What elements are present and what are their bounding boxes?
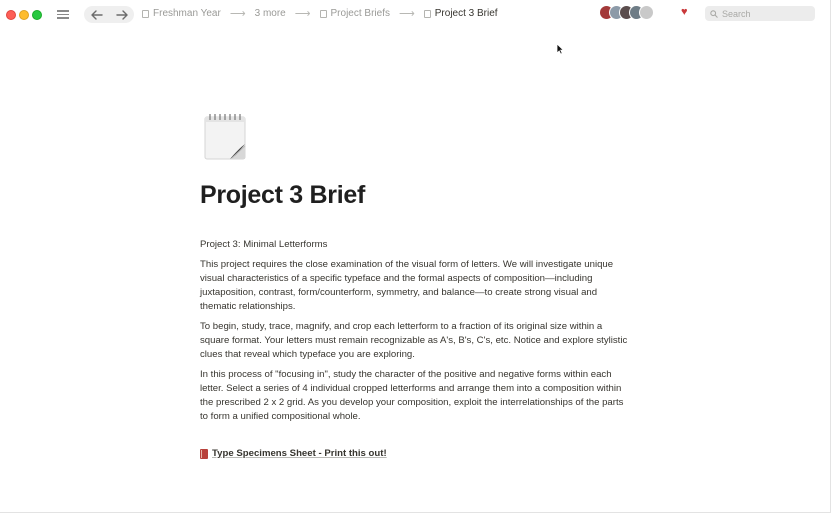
type-specimens-link[interactable]: [200, 448, 387, 459]
navigation-buttons: [84, 6, 134, 23]
breadcrumb: [142, 7, 498, 20]
zoom-window-button[interactable]: [32, 10, 42, 20]
breadcrumb-separator-icon: ⟶: [398, 8, 415, 20]
book-icon: [200, 449, 208, 459]
page-icon: [320, 10, 327, 18]
close-window-button[interactable]: [6, 10, 16, 20]
sidebar-toggle-icon[interactable]: [57, 8, 69, 19]
arrow-right-icon: [116, 10, 128, 20]
breadcrumb-item-project-briefs[interactable]: [320, 8, 390, 19]
search-icon: [710, 10, 718, 18]
breadcrumb-separator-icon: ⟶: [294, 8, 311, 20]
paragraph: This project requires the close examination of the visual form of letters. We will investigate unique visual characteristics of a specific typeface and the formal aspects of composition—including juxtaposition, contrast, form/counterform, symmetry, and balance—to create strong visual and thematic relationships.: [200, 259, 614, 312]
arrow-left-icon: [91, 10, 103, 20]
paragraph: In this process of "focusing in", study the character of the positive and negative forms within each letter. Select a series of 4 individual cropped letterforms and arrange them into a composition within the prescribed 2 x 2 grid. As you develop your composition, exploit the interrelationships of the parts to form a unified compositional whole.: [200, 369, 624, 422]
breadcrumb-label: Freshman Year: [153, 8, 221, 19]
page-title: Project 3 Brief: [200, 181, 366, 209]
page-subtitle: Project 3: Minimal Letterforms: [200, 239, 328, 250]
forward-button[interactable]: [113, 6, 131, 23]
minimize-window-button[interactable]: [19, 10, 29, 20]
breadcrumb-label: Project Briefs: [330, 8, 390, 19]
page-body: [200, 238, 632, 430]
page-icon: [142, 10, 149, 18]
search-box[interactable]: [705, 6, 815, 21]
paragraph: To begin, study, trace, magnify, and crop each letterform to a fraction of its original size within a square format. Your letters must remain recognizable as A's, B's, C's, etc. Notice and explore stylistic clues that reveal which typeface you are exploring.: [200, 321, 628, 360]
link-label: Type Specimens Sheet - Print this out!: [212, 448, 387, 459]
page-icon: [424, 10, 431, 18]
breadcrumb-label: Project 3 Brief: [434, 8, 498, 19]
breadcrumb-item-more[interactable]: [255, 8, 286, 19]
title-bar: [0, 0, 830, 28]
collaborator-avatars: [599, 5, 654, 20]
breadcrumb-label: 3 more: [254, 8, 286, 19]
spiral-notepad-icon[interactable]: [202, 108, 250, 162]
breadcrumb-item-current-page[interactable]: [424, 8, 498, 19]
mouse-cursor-icon: [556, 43, 564, 55]
back-button[interactable]: [88, 6, 106, 23]
avatar[interactable]: [639, 5, 654, 20]
search-input[interactable]: [718, 9, 802, 19]
favorite-heart-icon[interactable]: ♥: [681, 6, 688, 18]
breadcrumb-separator-icon: ⟶: [229, 8, 246, 20]
breadcrumb-item-freshman-year[interactable]: [142, 8, 221, 19]
